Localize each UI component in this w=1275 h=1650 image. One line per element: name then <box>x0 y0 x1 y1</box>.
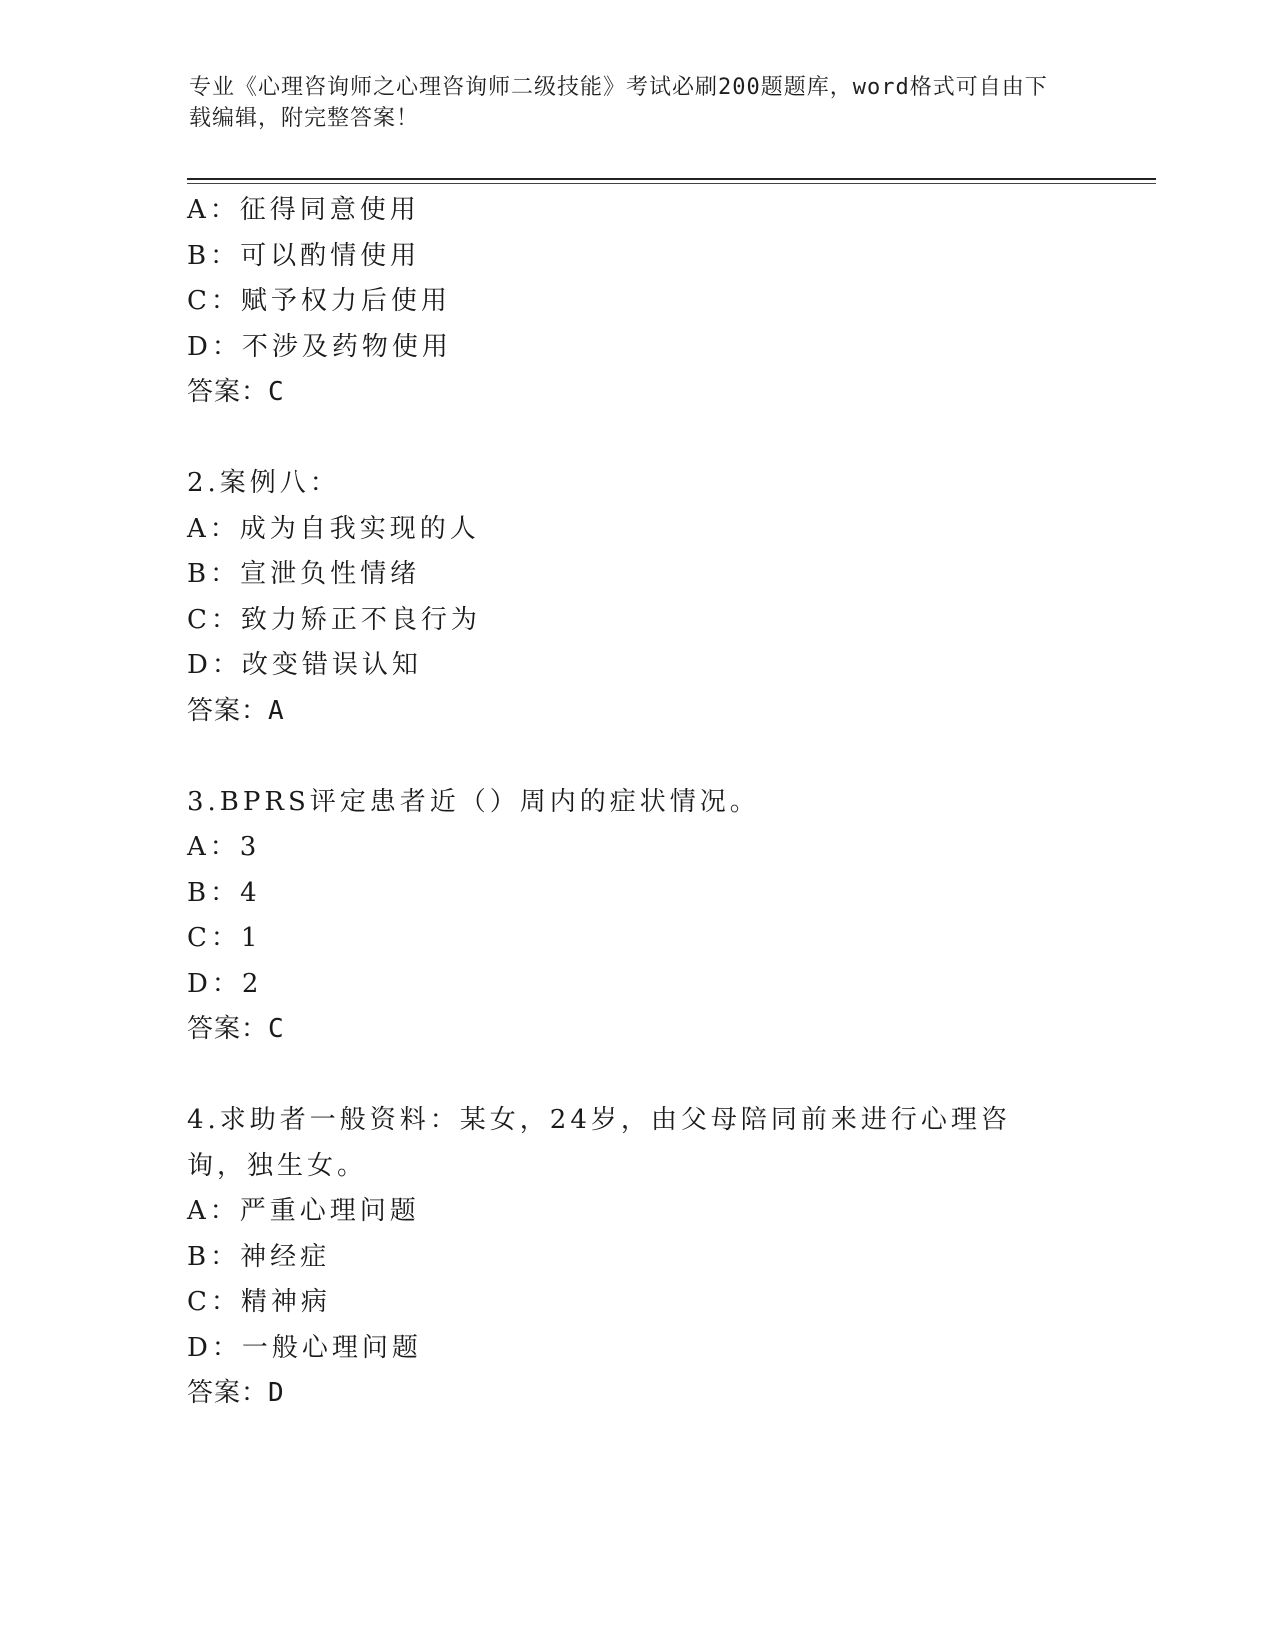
answer-value: A <box>268 695 285 726</box>
header-divider-thin <box>187 183 1156 184</box>
option-c: C：赋予权力后使用 <box>187 286 451 316</box>
question-stem: 2.案例八： <box>187 468 340 498</box>
answer <box>187 1007 1087 1053</box>
option-b: B：4 <box>187 877 261 908</box>
question-1 <box>187 188 1087 416</box>
option-a: A：征得同意使用 <box>187 195 420 225</box>
answer-label: 答案： <box>187 1378 269 1408</box>
option-d: D：不涉及药物使用 <box>187 331 452 362</box>
answer <box>187 689 1087 735</box>
option-d: D：一般心理问题 <box>187 1332 422 1363</box>
question-stem: 4.求助者一般资料：某女，24岁，由父母陪同前来进行心理咨询，独生女。 <box>187 1105 1011 1181</box>
answer <box>187 370 1087 416</box>
spacer <box>187 416 1087 462</box>
answer-value: C <box>268 377 285 407</box>
option-b: B：神经症 <box>187 1241 331 1272</box>
answer-label: 答案： <box>187 377 269 407</box>
option-d: D：2 <box>187 968 263 999</box>
option-c: C：1 <box>187 923 262 953</box>
question-list <box>187 188 1087 1417</box>
header-divider <box>187 178 1156 180</box>
document-header: 专业《心理咨询师之心理咨询师二级技能》考试必刷200题题库，word格式可自由下载编辑，附完整答案！ <box>189 75 1048 131</box>
option-a: A：成为自我实现的人 <box>187 513 480 544</box>
answer-value: C <box>268 1014 285 1044</box>
option-d: D：改变错误认知 <box>187 650 422 680</box>
option-c: C：致力矫正不良行为 <box>187 604 481 635</box>
question-stem: 3.BPRS评定患者近（）周内的症状情况。 <box>187 786 760 817</box>
question-2 <box>187 461 1087 734</box>
option-b: B：宣泄负性情绪 <box>187 559 421 589</box>
question-4 <box>187 1098 1087 1417</box>
answer <box>187 1371 1087 1417</box>
spacer <box>187 734 1087 780</box>
spacer <box>187 1053 1087 1099</box>
option-c: C：精神病 <box>187 1287 331 1317</box>
option-a: A：3 <box>187 832 261 862</box>
answer-label: 答案： <box>187 1014 269 1044</box>
question-3 <box>187 780 1087 1053</box>
option-b: B：可以酌情使用 <box>187 240 421 271</box>
answer-label: 答案： <box>187 695 269 726</box>
answer-value: D <box>268 1378 285 1408</box>
option-a: A：严重心理问题 <box>187 1196 420 1226</box>
